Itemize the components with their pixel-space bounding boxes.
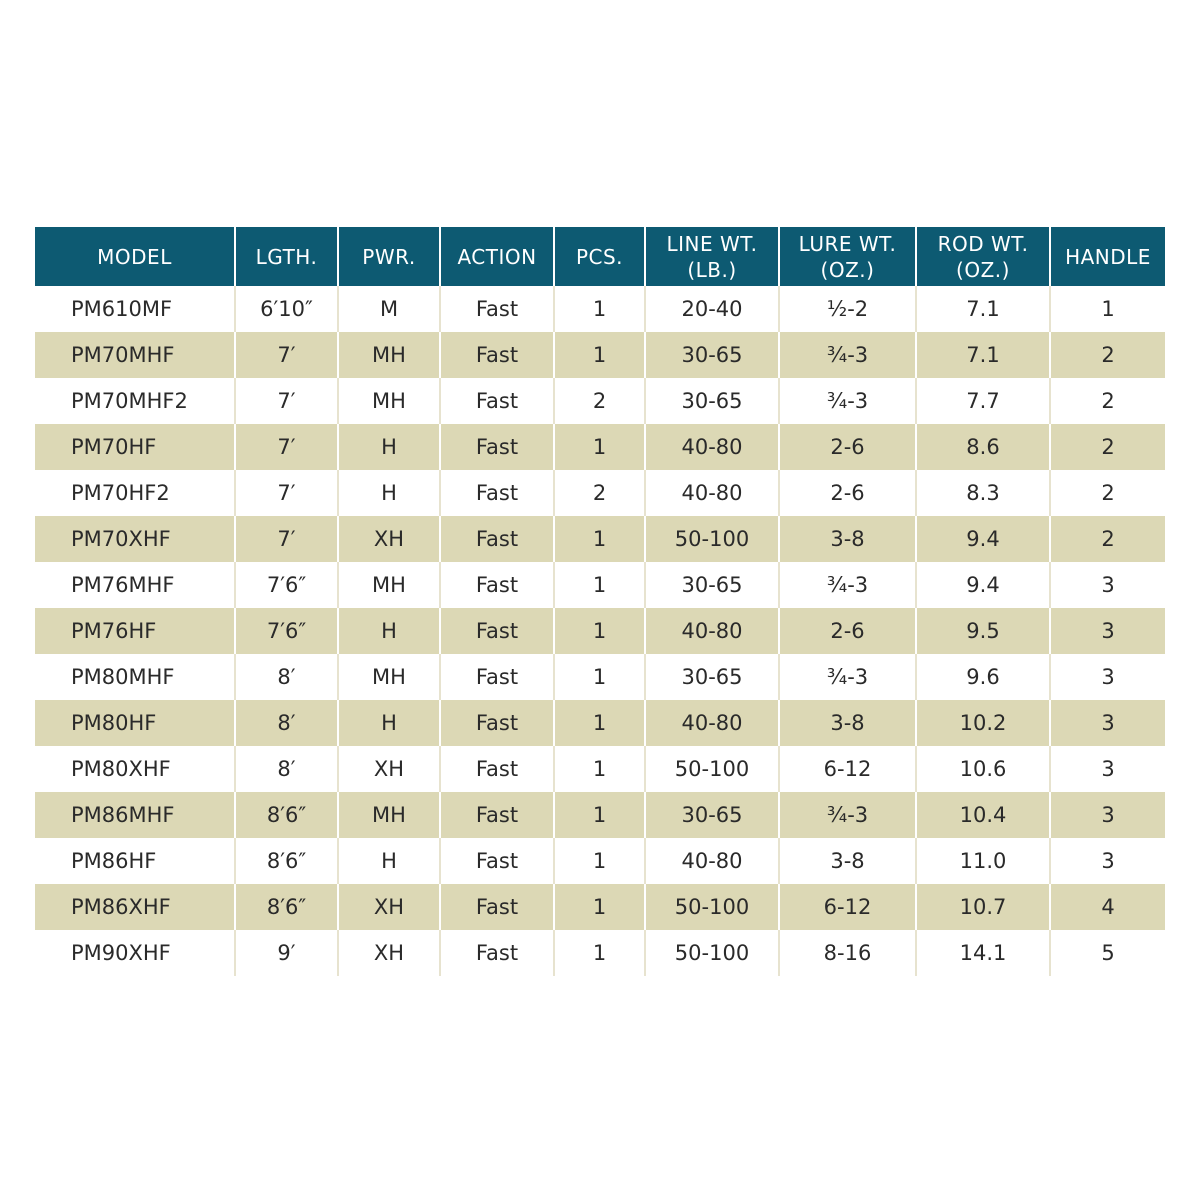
cell-model: PM86HF (71, 849, 157, 873)
cell-length: 7′ (235, 424, 338, 470)
cell-action: Fast (440, 424, 554, 470)
cell-lure-wt: 3-8 (779, 700, 916, 746)
cell-pieces: 1 (554, 792, 645, 838)
cell-model: PM86MHF (35, 792, 235, 838)
cell-length: 9′ (235, 930, 338, 976)
cell-length: 7′ (235, 516, 338, 562)
cell-model: PM80XHF (71, 757, 171, 781)
table-row (35, 700, 1165, 746)
cell-lure-wt: ¾-3 (779, 654, 916, 700)
rod-spec-table (35, 227, 1165, 976)
cell-length: 8′ (235, 746, 338, 792)
cell-line-wt: 40-80 (645, 608, 779, 654)
column-header-unit: (LB.) (687, 257, 737, 282)
table-row (35, 746, 1165, 792)
cell-lure-wt: ¾-3 (779, 332, 916, 378)
cell-rod-wt: 10.2 (916, 700, 1050, 746)
cell-handle: 2 (1050, 378, 1165, 424)
cell-lure-wt: 2-6 (779, 424, 916, 470)
cell-pieces: 1 (554, 838, 645, 884)
table-row (35, 378, 1165, 424)
cell-handle: 3 (1050, 654, 1165, 700)
cell-handle: 3 (1050, 746, 1165, 792)
cell-model: PM76MHF (71, 573, 175, 597)
table-row (35, 838, 1165, 884)
cell-length: 8′6″ (235, 884, 338, 930)
table-row (35, 654, 1165, 700)
cell-model: PM70HF (35, 424, 235, 470)
cell-action: Fast (440, 332, 554, 378)
table-row (35, 884, 1165, 930)
table-row (35, 608, 1165, 654)
column-header-power (338, 227, 440, 286)
cell-handle: 2 (1050, 424, 1165, 470)
cell-rod-wt: 11.0 (916, 838, 1050, 884)
table-row (35, 562, 1165, 608)
cell-lure-wt: 2-6 (779, 608, 916, 654)
cell-handle: 3 (1050, 838, 1165, 884)
cell-rod-wt: 7.7 (916, 378, 1050, 424)
cell-length: 7′6″ (235, 608, 338, 654)
column-header-label: PCS. (575, 244, 624, 269)
column-header-unit: (OZ.) (820, 257, 875, 282)
cell-action: Fast (440, 884, 554, 930)
cell-lure-wt: 2-6 (779, 470, 916, 516)
cell-lure-wt: ¾-3 (779, 378, 916, 424)
cell-rod-wt: 10.7 (916, 884, 1050, 930)
cell-length: 6′10″ (235, 286, 338, 332)
table-row (35, 792, 1165, 838)
cell-lure-wt: ¾-3 (779, 792, 916, 838)
cell-lure-wt: 6-12 (779, 746, 916, 792)
column-header-label: ACTION (457, 244, 537, 269)
cell-handle: 1 (1050, 286, 1165, 332)
cell-pieces: 1 (554, 654, 645, 700)
cell-model: PM90XHF (71, 941, 171, 965)
column-header-label: HANDLE (1065, 244, 1151, 269)
cell-pieces: 1 (554, 700, 645, 746)
cell-line-wt: 30-65 (645, 792, 779, 838)
table-row (35, 516, 1165, 562)
cell-line-wt: 50-100 (645, 884, 779, 930)
cell-handle: 2 (1050, 516, 1165, 562)
cell-handle: 5 (1050, 930, 1165, 976)
cell-rod-wt: 9.4 (916, 516, 1050, 562)
cell-pieces: 1 (554, 516, 645, 562)
cell-power: XH (338, 516, 440, 562)
cell-pieces: 1 (554, 930, 645, 976)
cell-model: PM70HF2 (71, 481, 170, 505)
column-header-label: LGTH. (255, 244, 318, 269)
cell-handle: 3 (1050, 792, 1165, 838)
cell-line-wt: 40-80 (645, 424, 779, 470)
cell-line-wt: 40-80 (645, 838, 779, 884)
cell-power: H (338, 424, 440, 470)
cell-power: M (338, 286, 440, 332)
cell-power: XH (338, 746, 440, 792)
column-header-lure-wt (779, 227, 916, 286)
cell-pieces: 2 (554, 378, 645, 424)
cell-lure-wt: 6-12 (779, 884, 916, 930)
cell-length: 8′ (235, 654, 338, 700)
cell-power: H (338, 608, 440, 654)
cell-rod-wt: 9.6 (916, 654, 1050, 700)
column-header-label: LURE WT. (798, 231, 897, 256)
cell-length: 8′ (235, 700, 338, 746)
cell-action: Fast (440, 470, 554, 516)
table-row (35, 424, 1165, 470)
cell-power: MH (338, 332, 440, 378)
column-header-label: LINE WT. (666, 231, 758, 256)
cell-lure-wt: 8-16 (779, 930, 916, 976)
cell-pieces: 1 (554, 884, 645, 930)
cell-action: Fast (440, 838, 554, 884)
cell-power: H (338, 470, 440, 516)
cell-model: PM70MHF2 (71, 389, 188, 413)
cell-power: MH (338, 792, 440, 838)
cell-action: Fast (440, 700, 554, 746)
cell-model: PM80MHF (71, 665, 175, 689)
table-row (35, 930, 1165, 976)
cell-line-wt: 40-80 (645, 700, 779, 746)
cell-rod-wt: 10.4 (916, 792, 1050, 838)
cell-rod-wt: 9.4 (916, 562, 1050, 608)
cell-rod-wt: 7.1 (916, 286, 1050, 332)
cell-action: Fast (440, 378, 554, 424)
cell-length: 7′ (235, 332, 338, 378)
cell-model: PM70XHF (35, 516, 235, 562)
table-row (35, 286, 1165, 332)
cell-line-wt: 50-100 (645, 516, 779, 562)
cell-length: 7′ (235, 378, 338, 424)
cell-pieces: 1 (554, 746, 645, 792)
header-row (35, 227, 1165, 286)
cell-action: Fast (440, 654, 554, 700)
cell-line-wt: 50-100 (645, 746, 779, 792)
cell-action: Fast (440, 930, 554, 976)
cell-line-wt: 30-65 (645, 654, 779, 700)
column-header-label: MODEL (97, 244, 172, 269)
cell-handle: 2 (1050, 470, 1165, 516)
cell-line-wt: 50-100 (645, 930, 779, 976)
cell-pieces: 1 (554, 562, 645, 608)
cell-action: Fast (440, 286, 554, 332)
column-header-unit: (OZ.) (956, 257, 1010, 282)
cell-handle: 3 (1050, 700, 1165, 746)
column-header-line-wt (645, 227, 779, 286)
cell-rod-wt: 9.5 (916, 608, 1050, 654)
cell-action: Fast (440, 792, 554, 838)
cell-model: PM70MHF (35, 332, 235, 378)
table-header (35, 227, 1165, 286)
cell-line-wt: 20-40 (645, 286, 779, 332)
cell-handle: 4 (1050, 884, 1165, 930)
table-row (35, 470, 1165, 516)
cell-rod-wt: 10.6 (916, 746, 1050, 792)
cell-power: MH (338, 562, 440, 608)
column-header-action (440, 227, 554, 286)
cell-action: Fast (440, 746, 554, 792)
cell-length: 8′6″ (235, 792, 338, 838)
column-header-label: PWR. (362, 244, 416, 269)
cell-lure-wt: 3-8 (779, 838, 916, 884)
cell-line-wt: 30-65 (645, 332, 779, 378)
cell-power: XH (338, 930, 440, 976)
cell-line-wt: 30-65 (645, 378, 779, 424)
cell-action: Fast (440, 608, 554, 654)
cell-pieces: 2 (554, 470, 645, 516)
cell-rod-wt: 8.3 (916, 470, 1050, 516)
cell-rod-wt: 14.1 (916, 930, 1050, 976)
column-header-label: ROD WT. (937, 231, 1029, 256)
cell-rod-wt: 8.6 (916, 424, 1050, 470)
cell-pieces: 1 (554, 424, 645, 470)
column-header-rod-wt (916, 227, 1050, 286)
cell-power: MH (338, 378, 440, 424)
cell-power: MH (338, 654, 440, 700)
cell-line-wt: 30-65 (645, 562, 779, 608)
cell-lure-wt: ½-2 (779, 286, 916, 332)
cell-power: XH (338, 884, 440, 930)
cell-pieces: 1 (554, 608, 645, 654)
cell-handle: 2 (1050, 332, 1165, 378)
cell-length: 8′6″ (235, 838, 338, 884)
column-header-model (35, 227, 235, 286)
cell-pieces: 1 (554, 332, 645, 378)
column-header-length (235, 227, 338, 286)
cell-pieces: 1 (554, 286, 645, 332)
cell-rod-wt: 7.1 (916, 332, 1050, 378)
cell-length: 7′ (235, 470, 338, 516)
column-header-pieces (554, 227, 645, 286)
cell-power: H (338, 700, 440, 746)
cell-model: PM76HF (35, 608, 235, 654)
cell-action: Fast (440, 516, 554, 562)
table-body (35, 286, 1165, 976)
cell-model: PM86XHF (35, 884, 235, 930)
cell-length: 7′6″ (235, 562, 338, 608)
cell-line-wt: 40-80 (645, 470, 779, 516)
column-header-handle (1050, 227, 1165, 286)
table-row (35, 332, 1165, 378)
cell-model: PM610MF (71, 297, 173, 321)
cell-lure-wt: ¾-3 (779, 562, 916, 608)
cell-handle: 3 (1050, 608, 1165, 654)
cell-power: H (338, 838, 440, 884)
cell-model: PM80HF (35, 700, 235, 746)
cell-action: Fast (440, 562, 554, 608)
cell-handle: 3 (1050, 562, 1165, 608)
cell-lure-wt: 3-8 (779, 516, 916, 562)
